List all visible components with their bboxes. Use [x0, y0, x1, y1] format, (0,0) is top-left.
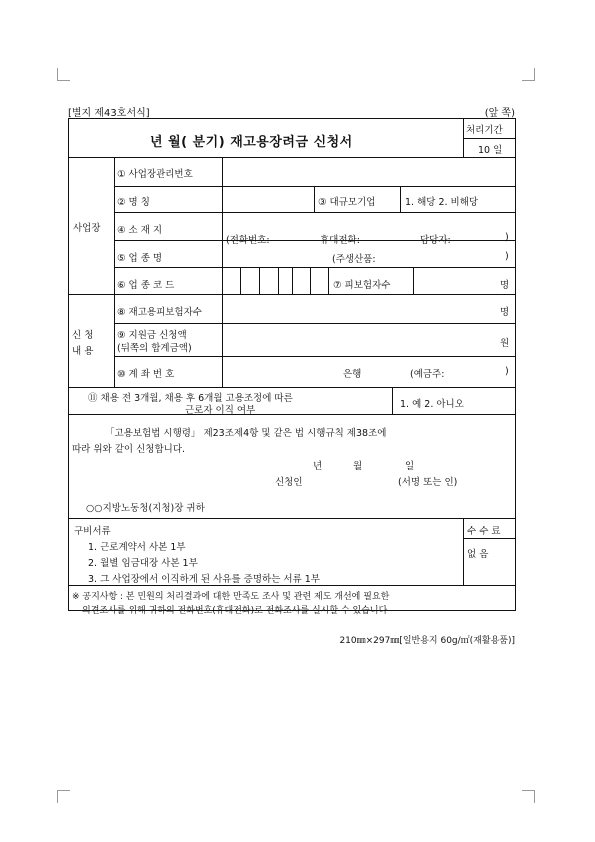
- fee-label: 수 수 료: [467, 526, 501, 537]
- bank-label: 은행: [343, 369, 362, 380]
- document-item-2: 2. 월별 임금대장 사본 1부: [88, 558, 198, 569]
- processing-period-label: 처리기간: [466, 125, 503, 136]
- amount-unit: 원: [500, 338, 510, 349]
- depositor-label: (예금주:: [410, 369, 445, 380]
- paper-spec-footer: 210㎜×297㎜[일반용지 60g/㎡(재활용품)]: [339, 636, 515, 646]
- rehire-count-unit: 명: [500, 307, 510, 318]
- declaration-line1: 「고용보험법 시행령」 제23조제4항 및 같은 법 시행규칙 제38조에: [105, 428, 387, 439]
- mobile-label: 휴대전화:: [320, 235, 360, 246]
- depositor-close-paren: ): [505, 366, 509, 377]
- crop-mark-top-left: [57, 68, 70, 81]
- business-name-field[interactable]: [224, 189, 312, 209]
- insured-count-label: ⑦ 피보험자수: [333, 280, 391, 291]
- main-product-label: (주생산품:: [332, 254, 376, 265]
- processing-period-value: 10 일: [478, 145, 503, 156]
- large-company-label: ③ 대규모기업: [318, 197, 376, 208]
- fee-value: 없 음: [467, 549, 489, 560]
- insured-count-unit: 명: [500, 280, 510, 291]
- phone-label: (전화번호:: [226, 235, 270, 246]
- mgmt-no-field[interactable]: [224, 161, 515, 183]
- product-close-paren: ): [505, 251, 509, 262]
- mgmt-no-label: ① 사업장관리번호: [117, 169, 193, 180]
- document-item-3: 3. 그 사업장에서 이직하게 된 사유를 증명하는 서류 1부: [88, 574, 320, 585]
- date-month: 월: [353, 461, 363, 472]
- business-name-label: ② 명 칭: [117, 197, 150, 208]
- document-item-1: 1. 근로계약서 사본 1부: [88, 542, 186, 553]
- application-section-label-2: 내 용: [72, 346, 94, 357]
- applicant-label: 신청인: [275, 477, 303, 488]
- large-company-options[interactable]: 1. 해당 2. 비해당: [405, 197, 479, 208]
- form-title: 년 월( 분기) 재고용장려금 신청서: [150, 135, 353, 150]
- page-side: (앞 쪽): [484, 108, 515, 119]
- layoff-question-line1: ⑪ 채용 전 3개월, 채용 후 6개월 고용조정에 따른: [88, 393, 293, 404]
- layoff-question-options[interactable]: 1. 예 2. 아니오: [400, 399, 464, 410]
- form-number: [별지 제43호서식]: [68, 108, 150, 119]
- addressee: ○○지방노동청(지청)장 귀하: [86, 503, 205, 514]
- crop-mark-bottom-right: [522, 790, 535, 803]
- declaration-line2: 따라 위와 같이 신청합니다.: [72, 444, 186, 455]
- notice-line1: ※ 공지사항 : 본 민원의 처리결과에 대한 만족도 조사 및 관련 제도 개선에 필요한: [72, 592, 390, 602]
- documents-title: 구비서류: [74, 526, 111, 537]
- manager-label: 담당자:: [420, 235, 451, 246]
- crop-mark-bottom-left: [57, 790, 70, 803]
- account-label: ⑩ 계 좌 번 호: [117, 369, 175, 380]
- amount-sublabel: (뒤쪽의 합계금액): [117, 343, 192, 354]
- business-section-label: 사업장: [73, 223, 101, 234]
- layoff-question-line2: 근로자 이직 여부: [185, 405, 256, 416]
- date-year: 년: [313, 461, 323, 472]
- date-day: 일: [405, 461, 415, 472]
- amount-label: ⑨ 지원금 신청액: [117, 330, 187, 341]
- rehire-count-label: ⑧ 재고용피보험자수: [117, 307, 202, 318]
- address-close-paren: ): [505, 232, 509, 243]
- crop-mark-top-right: [522, 68, 535, 81]
- notice-line2: 의견조사를 위해 귀하의 전화번호(휴대전화)로 전화조사를 실시할 수 있습니다: [82, 606, 388, 616]
- industry-name-label: ⑤ 업 종 명: [117, 253, 163, 264]
- signature-label: (서명 또는 인): [398, 477, 458, 488]
- industry-code-label: ⑥ 업 종 코 드: [117, 280, 175, 291]
- application-section-label-1: 신 청: [72, 330, 94, 341]
- address-label: ④ 소 재 지: [117, 225, 163, 236]
